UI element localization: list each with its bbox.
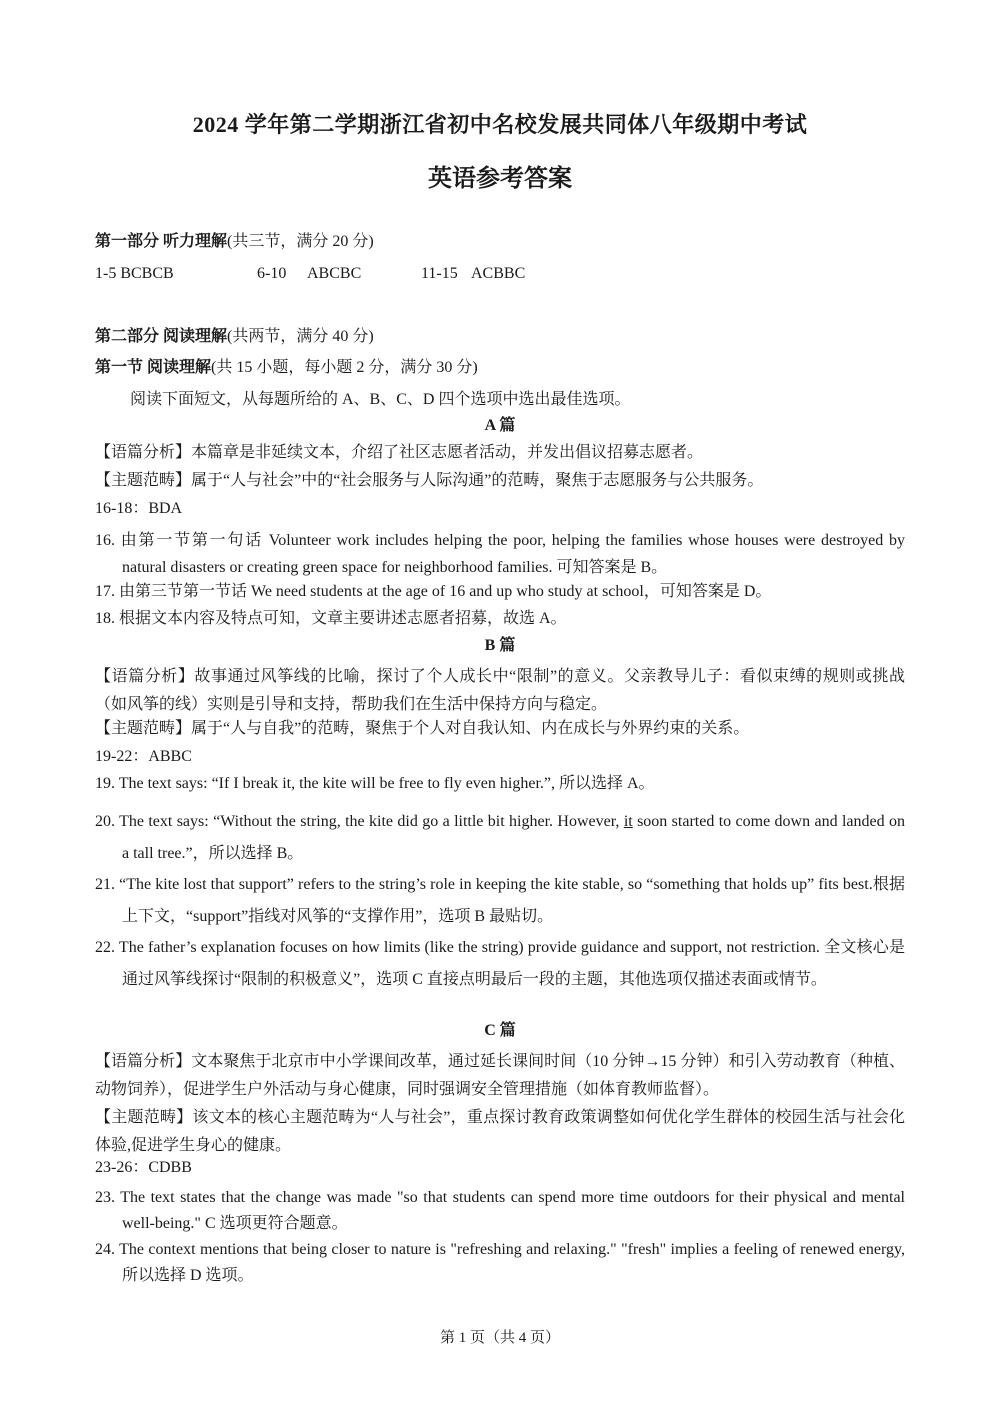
answer-letters: ABCBC (307, 265, 362, 282)
passage-b-answers: 19-22：ABBC (95, 748, 192, 765)
passage-a-answers: 16-18：BDA (95, 500, 183, 517)
explanation-q19: 19. The text says: “If I break it, the kite will be free to fly even higher.”, 所以选择 A。 (95, 775, 655, 792)
explanation-q20 (95, 806, 905, 870)
explanation-q23: 23. The text states that the change was made "so that students can spend more time outdoors for their physical and mental well-being." C 选项更符合题意。 (95, 1189, 905, 1232)
q20-text-part1: 20. The text says: “Without the string, the kite did go a little bit higher. However, (95, 813, 624, 830)
page-number: 第 1 页（共 4 页） (439, 1330, 560, 1346)
passage-a-analysis: 【语篇分析】本篇章是非延续文本，介绍了社区志愿者活动，并发出倡议招募志愿者。 (95, 444, 704, 461)
answer-group-1-5 (95, 264, 253, 284)
explanation-q21: 21. “The kite lost that support” refers to the string’s role in keeping the kite stable, so “something that holds up” fits best.根据上下文，“support”指线对风筝的“支撑作用”，选项 B 最贴切。 (95, 876, 905, 925)
passage-b-analysis: 【语篇分析】故事通过风筝线的比喻，探讨了个人成长中“限制”的意义。父亲教导儿子：看似束缚的规则或挑战（如风筝的线）实则是引导和支持，帮助我们在生活中保持方向与稳定。 (95, 668, 905, 713)
section1-heading (95, 358, 905, 378)
explanation-q18: 18. 根据文本内容及特点可知，文章主要讲述志愿者招募，故选 A。 (95, 610, 567, 627)
section1-heading-rest: (共 15 小题，每小题 2 分，满分 30 分) (211, 359, 478, 376)
answer-letters: BCBCB (120, 265, 174, 282)
answer-letters: ACBBC (471, 265, 526, 282)
answer-group-6-10 (257, 264, 417, 284)
passage-c-analysis: 【语篇分析】文本聚焦于北京市中小学课间改革，通过延长课间时间（10 分钟→15 分钟）和引入劳动教育（种植、动物饲养），促进学生户外活动与身心健康，同时强调安全管理措施（如体育教师监督）。 (95, 1053, 905, 1098)
part1-heading (95, 232, 905, 252)
part2-heading-bold: 第二部分 阅读理解 (95, 328, 228, 345)
q20-underlined-word: it (623, 813, 633, 830)
explanation-q16: 16. 由第一节第一句话 Volunteer work includes helping the poor, helping the families whose houses were destroyed by natural disasters or creating green space for neighborhood families. 可知答案是 B。 (95, 532, 905, 576)
part1-heading-bold: 第一部分 听力理解 (95, 233, 228, 250)
passage-c-theme: 【主题范畴】该文本的核心主题范畴为“人与社会”，重点探讨教育政策调整如何优化学生群体的校园生活与社会化体验,促进学生身心的健康。 (95, 1109, 905, 1154)
passage-a-title: A 篇 (484, 417, 516, 434)
q20-text-part2: soon started to come down and landed on a tall tree.”，所以选择 B。 (122, 813, 905, 862)
section1-heading-bold: 第一节 阅读理解 (95, 359, 212, 376)
part2-heading (95, 327, 905, 347)
answer-range: 11-15 (421, 265, 458, 282)
explanation-q22: 22. The father’s explanation focuses on how limits (like the string) provide guidance and support, not restriction. 全文核心是通过风筝线探讨“限制的积极意义”，选项 C 直接点明最后一段的主题，其他选项仅描述表面或情节。 (95, 939, 905, 988)
exam-title: 2024 学年第二学期浙江省初中名校发展共同体八年级期中考试 (192, 112, 808, 137)
part2-heading-rest: (共两节，满分 40 分) (227, 328, 374, 345)
answer-key-subtitle: 英语参考答案 (428, 166, 572, 192)
answer-range: 1-5 (95, 265, 117, 282)
answer-group-11-15 (421, 264, 525, 284)
part1-heading-rest: (共三节，满分 20 分) (227, 233, 374, 250)
answer-range: 6-10 (257, 265, 287, 282)
reading-instruction: 阅读下面短文，从每题所给的 A、B、C、D 四个选项中选出最佳选项。 (130, 391, 631, 408)
explanation-q17: 17. 由第三节第一节话 We need students at the age of 16 and up who study at school，可知答案是 D。 (95, 583, 772, 600)
passage-b-title: B 篇 (484, 637, 516, 654)
listening-answers (95, 264, 905, 284)
explanation-q24: 24. The context mentions that being closer to nature is "refreshing and relaxing." "fresh" implies a feeling of renewed energy, 所以选择 D 选项。 (95, 1241, 905, 1284)
passage-a-theme: 【主题范畴】属于“人与社会”中的“社会服务与人际沟通”的范畴，聚焦于志愿服务与公共服务。 (95, 472, 764, 489)
passage-c-answers: 23-26：CDBB (95, 1159, 192, 1176)
passage-c-title: C 篇 (484, 1022, 516, 1039)
passage-b-theme: 【主题范畴】属于“人与自我”的范畴，聚焦于个人对自我认知、内在成长与外界约束的关系。 (95, 720, 750, 737)
